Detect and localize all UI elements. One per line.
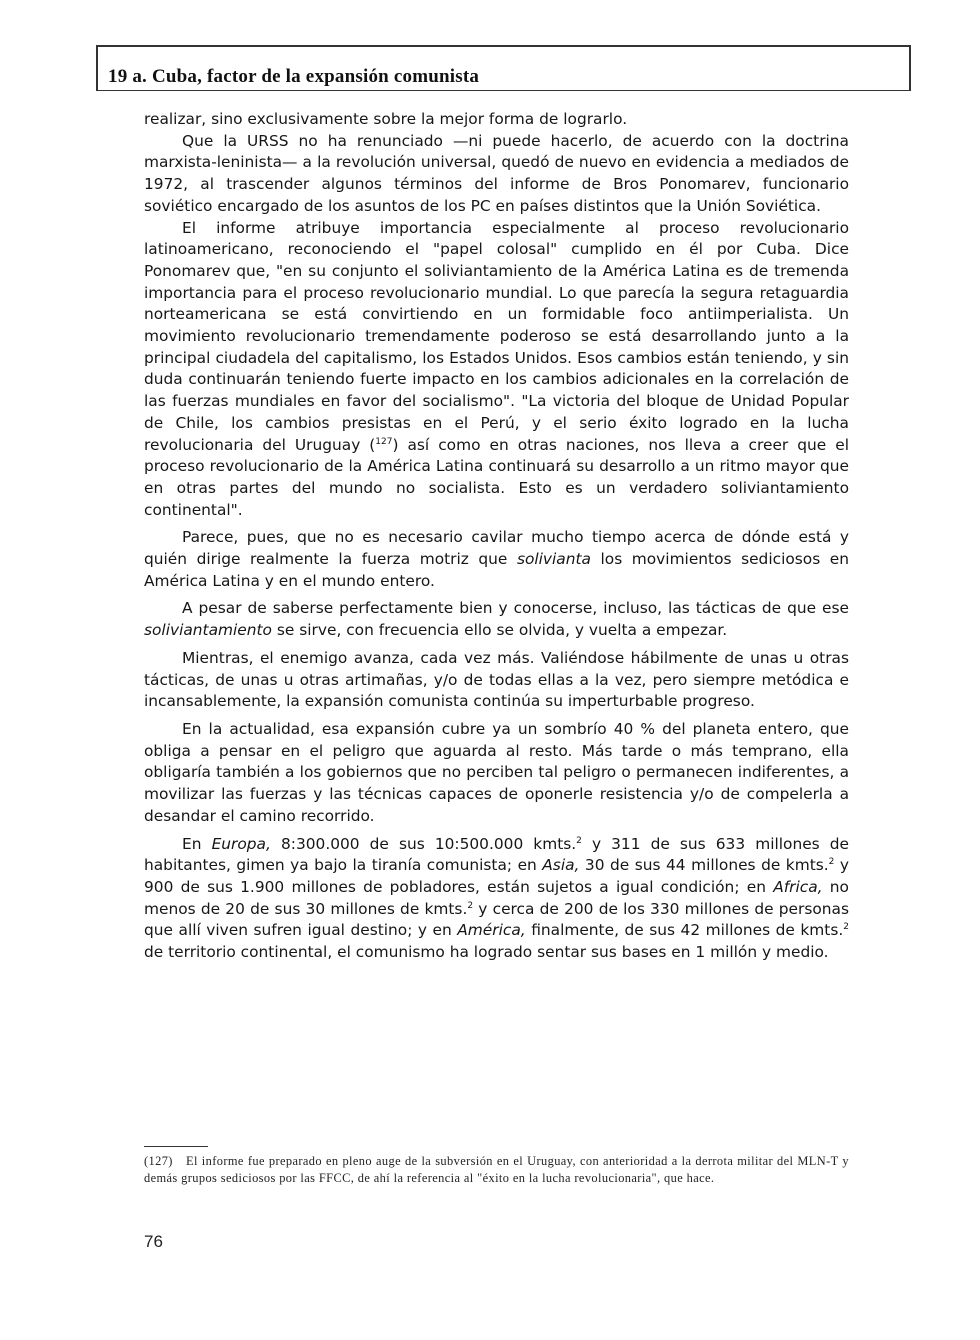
paragraph-a-pesar-text-b: se sirve, con frecuencia ello se olvida, y vuelta a empezar. xyxy=(271,621,728,640)
superscript-2: 2 xyxy=(576,835,582,846)
continent-europa: Europa, xyxy=(211,834,271,853)
body-text xyxy=(144,109,849,964)
superscript-2: 2 xyxy=(843,922,849,933)
paragraph-continentes-text-b: y 311 de sus 633 millones de habitantes, gimen ya bajo la tiranía comunista; en xyxy=(144,834,849,875)
paragraph-continuation: realizar, sino exclusivamente sobre la mejor forma de lograrlo. xyxy=(144,110,628,128)
continent-africa: Africa, xyxy=(773,877,823,896)
footnote-number: (127) xyxy=(144,1154,173,1168)
paragraph-parece xyxy=(144,527,849,592)
continent-asia: Asia, xyxy=(542,856,580,875)
continent-america: América, xyxy=(457,921,526,940)
paragraph-continentes xyxy=(144,834,849,964)
superscript-2: 2 xyxy=(828,857,835,868)
paragraph-a-pesar-text-a: A pesar de saberse perfectamente bien y conocerse, incluso, las tácticas de que ese xyxy=(182,599,849,618)
paragraph-a-pesar-emphasis: soliviantamiento xyxy=(144,621,272,640)
paragraph-urss: Que la URSS no ha renunciado —ni puede hacerlo, de acuerdo con la doctrina marxista-leninista— a la revolución universal, quedó de nuevo en evidencia a mediados de 1972, al trascender algunos términos del informe de Bros Ponomarev, funcionario soviético encargado de los asuntos de los PC en países distintos que la Unión Soviética. xyxy=(144,131,849,215)
paragraph-informe-text-b: ) así como en otras naciones, nos lleva a creer que el proceso revolucionario de la América Latina continuará su desarrollo a un ritmo mayor que en otras partes del mundo no socialista. Esto es un verdadero soliviantamiento continental". xyxy=(144,435,849,519)
running-head: 19 a. Cuba, factor de la expansión comunista xyxy=(108,66,480,87)
paragraph-parece-text-b: los movimientos sediciosos en América Latina y en el mundo entero. xyxy=(144,550,849,590)
paragraph-a-pesar xyxy=(144,598,849,641)
paragraph-parece-text-a: Parece, pues, que no es necesario cavilar mucho tiempo acerca de dónde está y quién dirige realmente la fuerza motriz que xyxy=(144,528,849,569)
footnote-text: El informe fue preparado en pleno auge de la subversión en el Uruguay, con anterioridad a la derrota militar del MLN-T y demás grupos sediciosos por las FFCC, de ahí la referencia al "éxito en la lucha revolucionaria", que hace. xyxy=(144,1154,849,1185)
page-number: 76 xyxy=(144,1232,163,1251)
paragraph-continentes-lead: En xyxy=(182,834,212,853)
paragraph-mientras: Mientras, el enemigo avanza, cada vez más. Valiéndose hábilmente de unas u otras tácticas, de unas u otras artimañas, y/o de todas ellas a la vez, pero siempre metódica e incansablemente, la expansión comunista continúa su imperturbable progreso. xyxy=(144,648,849,711)
paragraph-continentes-text-a: 8:300.000 de sus 10:500.000 kmts. xyxy=(270,834,577,853)
footnote-rule xyxy=(144,1146,208,1147)
paragraph-parece-emphasis: solivianta xyxy=(516,550,591,569)
paragraph-informe xyxy=(144,218,849,522)
superscript-2: 2 xyxy=(467,900,474,911)
paragraph-informe-text-a: El informe atribuye importancia especialmente al proceso revolucionario latinoamericano, reconociendo el "papel colosal" cumplido en él por Cuba. Dice Ponomarev que, "en su conjunto el soliviantamiento de la América Latina es de tremenda importancia para el proceso revolucionario mundial. Lo que parecía la segura retaguardia norteamericana se está convirtiendo en un formidable foco antiimperialista. Un movimiento revolucionario tremendamente poderoso se está desarrollando junto a la principal ciudadela del capitalismo, los Estados Unidos. Esos cambios están teniendo, y sin duda continuarán teniendo fuerte impacto en los cambios adicionales en la correlación de las fuerzas mundiales en favor del socialismo". "La victoria del bloque de Unidad Popular de Chile, los cambios presistas en el Perú, y el serio éxito logrado en la lucha revolucionaria del Uruguay ( xyxy=(144,218,849,454)
paragraph-continentes-text-e: no menos de 20 de sus 30 millones de kmts. xyxy=(144,877,849,918)
footnote xyxy=(144,1153,849,1186)
paragraph-continentes-text-c: 30 de sus 44 millones de kmts. xyxy=(579,856,829,875)
paragraph-continentes-text-f: y cerca de 200 de los 330 millones de personas que allí viven sufren igual destino; y en xyxy=(144,899,849,940)
footnote-reference: 127 xyxy=(375,436,393,447)
paragraph-continentes-text-g: finalmente, de sus 42 millones de kmts. xyxy=(525,921,844,940)
paragraph-continentes-text-h: de territorio continental, el comunismo ha logrado sentar sus bases en 1 millón y medio. xyxy=(144,943,829,962)
paragraph-actualidad: En la actualidad, esa expansión cubre ya un sombrío 40 % del planeta entero, que obliga a pensar en el peligro que aguarda al resto. Más tarde o más temprano, ella obligaría también a los gobiernos que no perciben tal peligro o permanecen indiferentes, a movilizar las fuerzas y las técnicas capaces de oponerle resistencia y/o de compelerla a desandar el camino recorrido. xyxy=(144,719,849,825)
paragraph-continentes-text-d: y 900 de sus 1.900 millones de pobladores, están sujetos a igual condición; en xyxy=(144,856,849,896)
